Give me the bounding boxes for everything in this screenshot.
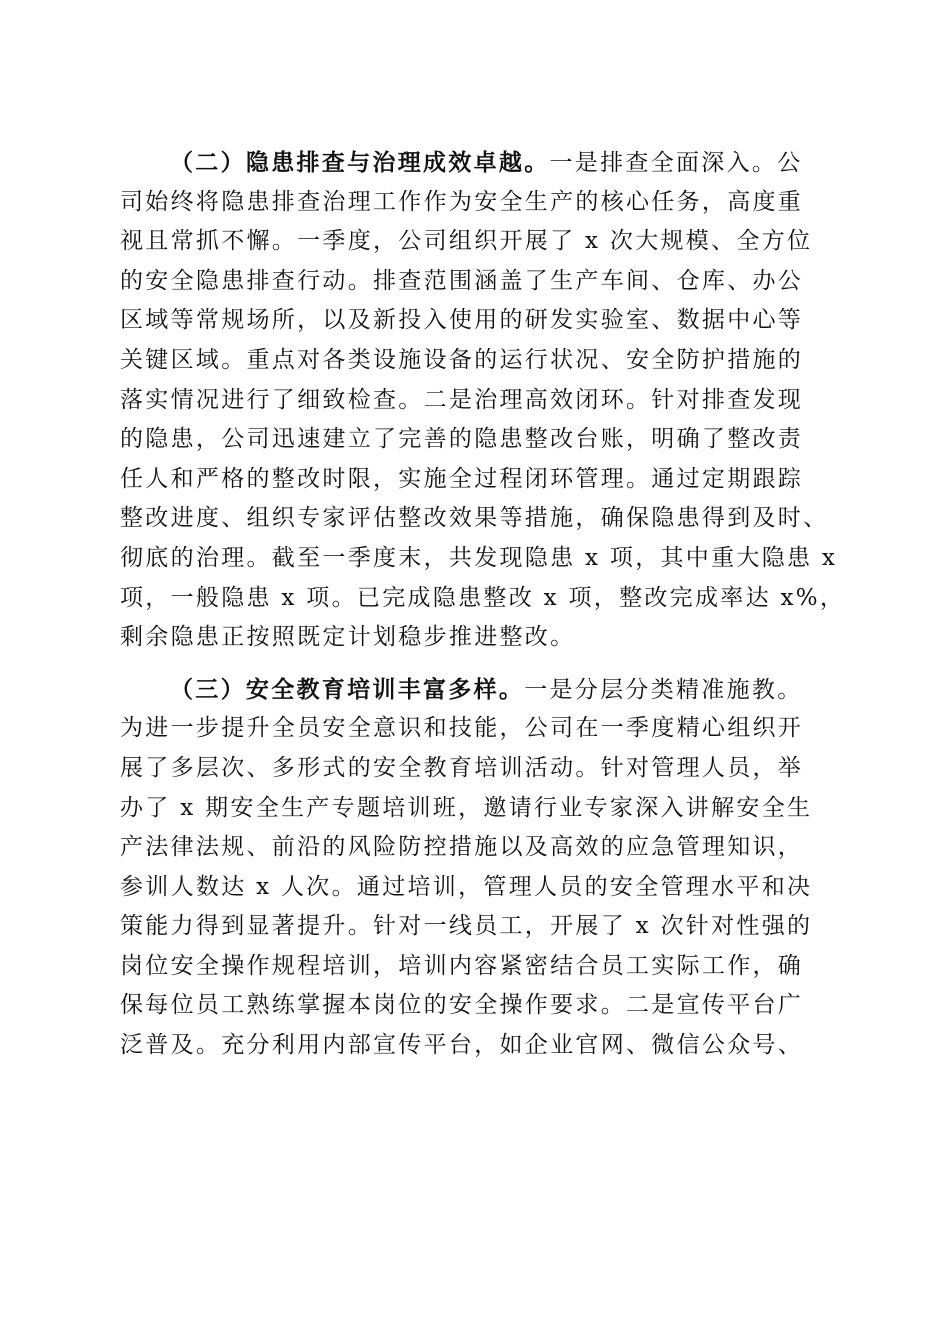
section-two-line: 的隐患，公司迅速建立了完善的隐患整改台账，明确了整改责 (120, 426, 804, 453)
section-two-line: 关键区域。重点对各类设施设备的运行状况、安全防护措施的 (120, 346, 804, 373)
section-three-line: 参训人数达 x 人次。通过培训，管理人员的安全管理水平和决 (120, 873, 813, 900)
section-three-line: 办了 x 期安全生产专题培训班，邀请行业专家深入讲解安全生 (120, 794, 813, 821)
section-two-line: 项，一般隐患 x 项。已完成隐患整改 x 项，整改完成率达 x%， (120, 584, 846, 611)
section-three-first-line-text: 一是分层分类精准施教。 (524, 676, 803, 703)
section-two-line: 区域等常规场所，以及新投入使用的研发实验室、数据中心等 (120, 307, 804, 334)
section-three-line: 泛普及。充分利用内部宣传平台，如企业官网、微信公众号、 (120, 1032, 804, 1059)
document-body (120, 143, 846, 1066)
section-two-line: 彻底的治理。截至一季度末，共发现隐患 x 项，其中重大隐患 x (120, 544, 838, 571)
section-two-heading: （二）隐患排查与治理成效卓越。 (170, 149, 550, 176)
section-three-first-line (120, 670, 830, 710)
section-three-line: 为进一步提升全员安全意识和技能，公司在一季度精心组织开 (120, 715, 804, 742)
section-two-line: 司始终将隐患排查治理工作作为安全生产的核心任务，高度重 (120, 188, 804, 215)
section-two-line: 剩余隐患正按照既定计划稳步推进整改。 (120, 624, 576, 651)
section-two-first-line-text: 一是排查全面深入。公 (549, 150, 803, 176)
section-two-first-line (120, 143, 830, 183)
section-three-line: 展了多层次、多形式的安全教育培训活动。针对管理人员，举 (120, 754, 804, 781)
section-two-line: 任人和严格的整改时限，实施全过程闭环管理。通过定期跟踪 (120, 465, 804, 492)
section-three-line: 保每位员工熟练掌握本岗位的安全操作要求。二是宣传平台广 (120, 992, 804, 1019)
section-three-line: 策能力得到显著提升。针对一线员工，开展了 x 次针对性强的 (120, 913, 813, 940)
section-three-line: 岗位安全操作规程培训，培训内容紧密结合员工实际工作，确 (120, 952, 804, 979)
section-two-line: 整改进度、组织专家评估整改效果等措施，确保隐患得到及时、 (120, 505, 829, 532)
section-three-heading: （三）安全教育培训丰富多样。 (170, 675, 525, 703)
section-three-line: 产法律法规、前沿的风险防控措施以及高效的应急管理知识， (120, 834, 804, 861)
section-two-line: 视且常抓不懈。一季度，公司组织开展了 x 次大规模、全方位 (120, 228, 813, 255)
section-two-line: 落实情况进行了细致检查。二是治理高效闭环。针对排查发现 (120, 386, 804, 413)
section-two-line: 的安全隐患排查行动。排查范围涵盖了生产车间、仓库、办公 (120, 267, 804, 294)
